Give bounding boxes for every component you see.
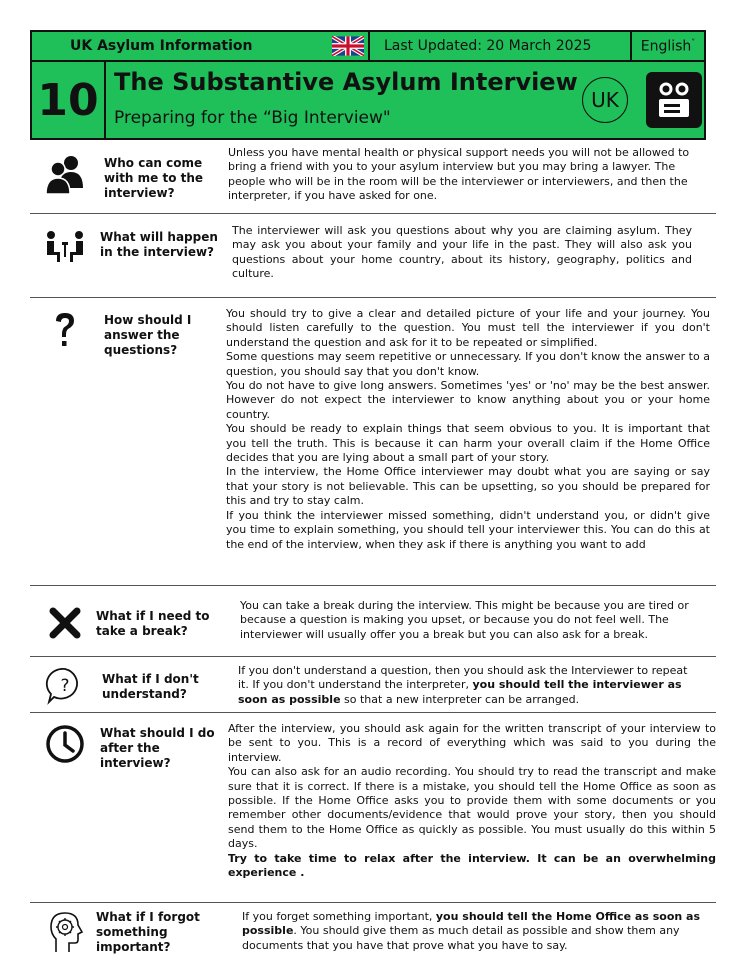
answer-paragraph: Some questions may seem repetitive or unnecessary. If you don't know the answer to a question, you should say that you don't know.: [226, 350, 710, 378]
answer-paragraph: Unless you have mental health or physical support needs you will not be allowed to bring a friend with you to your asylum interview but you may bring a lawyer. The people who will be in the room will be the interviewer or interviewers, and then the interpreter, if you have asked for one.: [228, 146, 690, 203]
language-label: English: [640, 38, 692, 55]
answer-bold: you should tell the Home Office as soon as possible: [242, 910, 701, 938]
question-label: How should I answer the questions?: [104, 313, 192, 357]
section-number: 10: [32, 62, 106, 138]
answer-text: [240, 599, 706, 642]
answer-text: [226, 307, 710, 552]
answer-text: [242, 910, 708, 953]
answer-text-a: If you don't understand a question, then you should ask the Interviewer to repeat it. If you don't understand the interpreter,: [238, 664, 688, 692]
section-dont-understand: [30, 662, 716, 712]
answer-text: [232, 224, 692, 282]
site-title: UK Asylum Information: [70, 38, 253, 54]
divider: [30, 902, 716, 903]
section-after-interview: [30, 720, 716, 900]
divider: [30, 712, 716, 713]
answer-paragraph: The interviewer will ask you questions about why you are claiming asylum. They may ask you about your family and your life in the past. They will also ask you questions about your home country, about its history, geography, politics and culture.: [232, 224, 692, 281]
answer-paragraph: [238, 664, 698, 707]
section-what-will-happen: [30, 222, 716, 290]
interpreter-icon: [646, 72, 702, 128]
page-header: [30, 62, 706, 140]
uk-badge: UK: [582, 77, 628, 123]
answer-text-b: so that a new interpreter can be arranged.: [340, 692, 580, 706]
answer-text-a: If you forget something important,: [242, 910, 436, 923]
answer-paragraph: If you think the interviewer missed something, didn't understand you, or didn't give you time to explain something, you should tell your interviewer this. You can do this at the end of the interview, when they ask if there is anything you want to add: [226, 508, 710, 551]
answer-text: [228, 146, 704, 204]
divider: [30, 213, 716, 214]
uk-flag-icon: [328, 32, 370, 60]
answer-paragraph: You should be ready to explain things that seem obvious to you. It is important that you tell the truth. This is because it can harm your overall claim if the Home Office decides that you are lying about a small part of your story.: [226, 422, 710, 465]
cross-icon: [30, 607, 100, 639]
section-who-can-come: [30, 144, 716, 212]
answer-text-b: . You should give them as much detail as possible and show them any documents that you have that prove what you have to say.: [242, 924, 680, 952]
interview-icon: [30, 230, 100, 264]
question-label: What if I need to take a break?: [96, 609, 210, 638]
people-icon: [30, 154, 100, 196]
section-forgot-something: [30, 908, 716, 962]
divider: [30, 656, 716, 657]
question-label: What if I forgot something important?: [96, 910, 200, 954]
answer-paragraph: You can also ask for an audio recording. You should try to read the transcript and make sure that it is correct. If there is a mistake, you should tell the Home Office as soon as possible. If the Home Office asks you to provide them with some documents or you remember other documents/evidence that would prove your story, then you should send them to the Home Office as quickly as possible. You must usually do this within 5 days.: [228, 765, 716, 851]
answer-paragraph: You can take a break during the interview. This might be because you are tired or because a question is making you upset, or because you do not feel well. The interviewer will usually offer you a break but you can also ask for a break.: [240, 599, 689, 641]
question-label: What should I do after the interview?: [100, 726, 215, 770]
question-label: Who can come with me to the interview?: [104, 156, 204, 200]
answer-bold: you should tell the interviewer as soon as possible: [238, 678, 682, 706]
answer-paragraph: You do not have to give long answers. Sometimes 'yes' or 'no' may be the best answer. However do not expect the interviewer to know anything about you or your home country.: [226, 379, 710, 421]
answer-paragraph: In the interview, the Home Office interviewer may doubt what you are saying or say that your story is not believable. This can be upsetting, so you should be prepared for this and try to stay calm.: [226, 465, 710, 508]
page-title: The Substantive Asylum Interview: [114, 68, 578, 96]
language-selector[interactable]: English˅: [640, 37, 696, 55]
page-subtitle: Preparing for the “Big Interview": [114, 108, 391, 128]
divider: [30, 585, 716, 586]
section-take-a-break: [30, 595, 716, 655]
head-brain-icon: [30, 910, 100, 954]
question-mark-icon: [30, 311, 100, 349]
answer-text: [238, 664, 698, 707]
last-updated: Last Updated: 20 March 2025: [370, 32, 632, 60]
question-label: What will happen in the interview?: [100, 230, 218, 259]
answer-paragraph: You should try to give a clear and detailed picture of your life and your journey. You should listen carefully to the question. You must tell the interviewer if you don't understand the question and ask for it to be repeated or simplified.: [226, 307, 710, 349]
divider: [30, 297, 716, 298]
section-how-should-i-answer: [30, 305, 716, 581]
svg-text:?: ?: [60, 676, 70, 696]
clock-icon: [30, 724, 100, 764]
speech-question-icon: [30, 666, 100, 706]
top-bar: [30, 30, 706, 62]
answer-text: [228, 722, 716, 880]
answer-paragraph: After the interview, you should ask again for the written transcript of your interview to be sent to you. This is a record of everything which was said to you during the interview.: [228, 722, 716, 764]
answer-bold-note: Try to take time to relax after the interview. It can be an overwhelming experience .: [228, 851, 716, 880]
question-label: What if I don't understand?: [102, 672, 199, 701]
answer-paragraph: [242, 910, 708, 953]
